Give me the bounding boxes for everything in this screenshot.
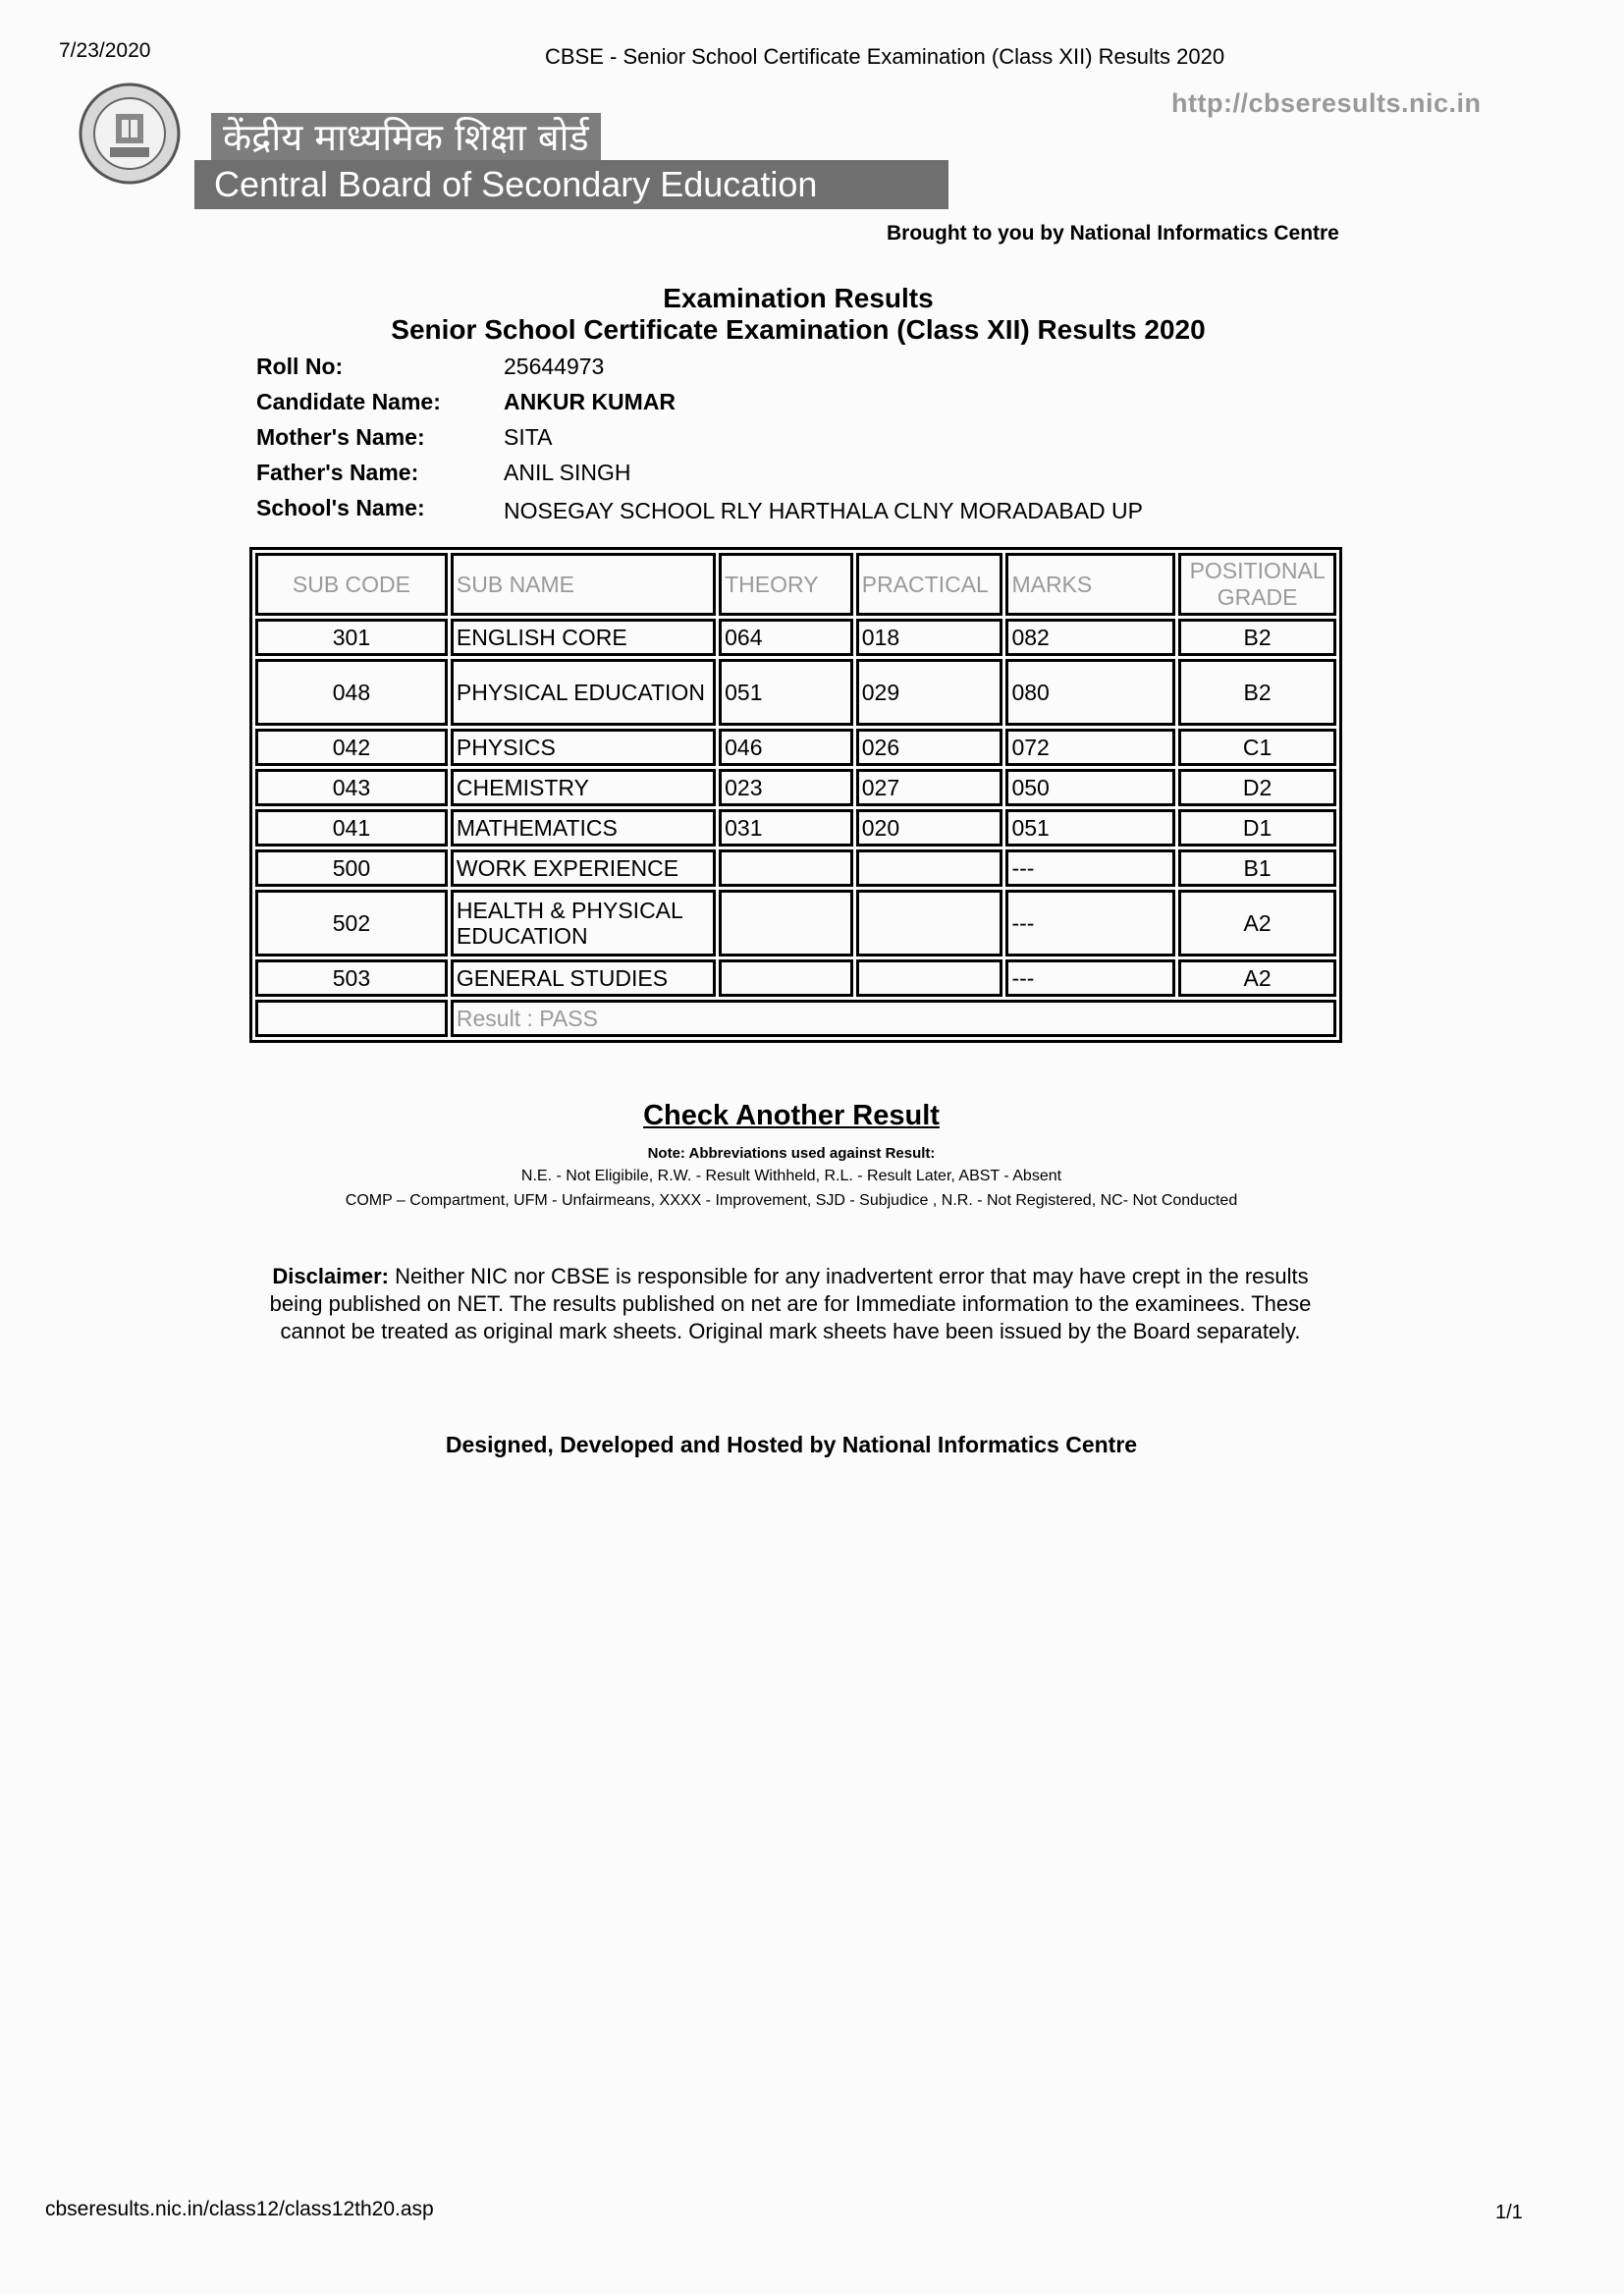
result-status: Result : PASS xyxy=(451,1000,1336,1037)
sub-code: 041 xyxy=(255,809,448,847)
sub-name: WORK EXPERIENCE xyxy=(451,849,716,887)
theory: 023 xyxy=(719,769,853,806)
father-name-value: ANIL SINGH xyxy=(504,460,631,485)
table-row xyxy=(255,659,1336,726)
brought-by: Brought to you by National Informatics Centre xyxy=(887,222,1339,245)
table-row xyxy=(255,729,1336,766)
print-title: CBSE - Senior School Certificate Examination (Class XII) Results 2020 xyxy=(545,44,1225,69)
grade: B2 xyxy=(1178,659,1336,726)
grade: D1 xyxy=(1178,809,1336,847)
header-sub-code: SUB CODE xyxy=(255,553,448,616)
sub-name: ENGLISH CORE xyxy=(451,619,716,656)
mother-name-value: SITA xyxy=(504,424,553,450)
table-row xyxy=(255,619,1336,656)
theory: 051 xyxy=(719,659,853,726)
father-name-label: Father's Name: xyxy=(256,460,419,485)
practical: 026 xyxy=(856,729,1003,766)
practical: 020 xyxy=(856,809,1003,847)
marks: --- xyxy=(1005,849,1175,887)
candidate-name-label: Candidate Name: xyxy=(256,389,441,414)
sub-name: GENERAL STUDIES xyxy=(451,959,716,997)
grade: C1 xyxy=(1178,729,1336,766)
theory xyxy=(719,890,853,956)
table-row xyxy=(255,890,1336,956)
marks: 050 xyxy=(1005,769,1175,806)
grade: B2 xyxy=(1178,619,1336,656)
marks: --- xyxy=(1005,959,1175,997)
marks: 082 xyxy=(1005,619,1175,656)
check-another-result-link[interactable]: Check Another Result xyxy=(643,1100,940,1131)
table-row xyxy=(255,809,1336,847)
practical xyxy=(856,849,1003,887)
site-url-link[interactable]: http://cbseresults.nic.in xyxy=(1171,88,1482,118)
grade: D2 xyxy=(1178,769,1336,806)
sub-name: CHEMISTRY xyxy=(451,769,716,806)
practical: 018 xyxy=(856,619,1003,656)
results-title: Examination Results xyxy=(663,283,934,313)
theory xyxy=(719,959,853,997)
disclaimer-text: Neither NIC nor CBSE is responsible for any inadvertent error that may have crept in the results being published on NET. The results published on net are for Immediate information to the examinees. These cannot be treated as original mark sheets. Original mark sheets have been issued by the Board separately. xyxy=(269,1264,1312,1343)
marks: 080 xyxy=(1005,659,1175,726)
theory: 064 xyxy=(719,619,853,656)
results-subtitle: Senior School Certificate Examination (Class XII) Results 2020 xyxy=(391,314,1206,345)
note-line-1: N.E. - Not Eligibile, R.W. - Result Withheld, R.L. - Result Later, ABST - Absent xyxy=(520,1168,1062,1184)
note-title: Note: Abbreviations used against Result: xyxy=(647,1145,936,1162)
theory: 046 xyxy=(719,729,853,766)
school-name-label: School's Name: xyxy=(256,495,425,520)
marks: 051 xyxy=(1005,809,1175,847)
print-date: 7/23/2020 xyxy=(59,39,151,62)
roll-label: Roll No: xyxy=(256,354,344,379)
header-marks: MARKS xyxy=(1005,553,1175,616)
note-line-2: COMP – Compartment, UFM - Unfairmeans, XXXX - Improvement, SJD - Subjudice , N.R. - Not Registered, NC- Not Conducted xyxy=(345,1192,1238,1209)
sub-name: PHYSICS xyxy=(451,729,716,766)
sub-code: 502 xyxy=(255,890,448,956)
designed-by: Designed, Developed and Hosted by National Informatics Centre xyxy=(445,1432,1138,1457)
theory xyxy=(719,849,853,887)
school-name-value: NOSEGAY SCHOOL RLY HARTHALA CLNY MORADABAD UP xyxy=(504,498,1144,523)
disclaimer-label: Disclaimer: xyxy=(272,1264,389,1288)
practical xyxy=(856,890,1003,956)
practical: 027 xyxy=(856,769,1003,806)
disclaimer xyxy=(250,1263,1330,1345)
grade: A2 xyxy=(1178,959,1336,997)
marks: --- xyxy=(1005,890,1175,956)
sub-code: 503 xyxy=(255,959,448,997)
practical xyxy=(856,959,1003,997)
table-row xyxy=(255,959,1336,997)
marks: 072 xyxy=(1005,729,1175,766)
sub-code: 048 xyxy=(255,659,448,726)
sub-name: PHYSICAL EDUCATION xyxy=(451,659,716,726)
footer-page-number: 1/1 xyxy=(1495,2202,1523,2223)
header-practical: PRACTICAL xyxy=(856,553,1003,616)
board-name-hindi: केंद्रीय माध्यमिक शिक्षा बोर्ड xyxy=(211,113,601,162)
grade: B1 xyxy=(1178,849,1336,887)
table-row xyxy=(255,849,1336,887)
cbse-logo-icon xyxy=(77,79,183,192)
footer-url: cbseresults.nic.in/class12/class12th20.asp xyxy=(45,2198,434,2220)
table-row xyxy=(255,769,1336,806)
practical: 029 xyxy=(856,659,1003,726)
sub-code: 301 xyxy=(255,619,448,656)
roll-value: 25644973 xyxy=(504,354,605,379)
sub-name: MATHEMATICS xyxy=(451,809,716,847)
candidate-name-value: ANKUR KUMAR xyxy=(504,389,677,414)
theory: 031 xyxy=(719,809,853,847)
mother-name-label: Mother's Name: xyxy=(256,424,425,450)
sub-name: HEALTH & PHYSICAL EDUCATION xyxy=(451,890,716,956)
marks-table xyxy=(249,547,1342,1043)
header-theory: THEORY xyxy=(719,553,853,616)
header-positional-grade: POSITIONAL GRADE xyxy=(1178,553,1336,616)
grade: A2 xyxy=(1178,890,1336,956)
table-header-row xyxy=(255,553,1336,616)
sub-code: 043 xyxy=(255,769,448,806)
board-name-english: Central Board of Secondary Education xyxy=(194,160,948,209)
header-sub-name: SUB NAME xyxy=(451,553,716,616)
result-row xyxy=(255,1000,1336,1037)
sub-code: 500 xyxy=(255,849,448,887)
result-spacer xyxy=(255,1000,448,1037)
sub-code: 042 xyxy=(255,729,448,766)
